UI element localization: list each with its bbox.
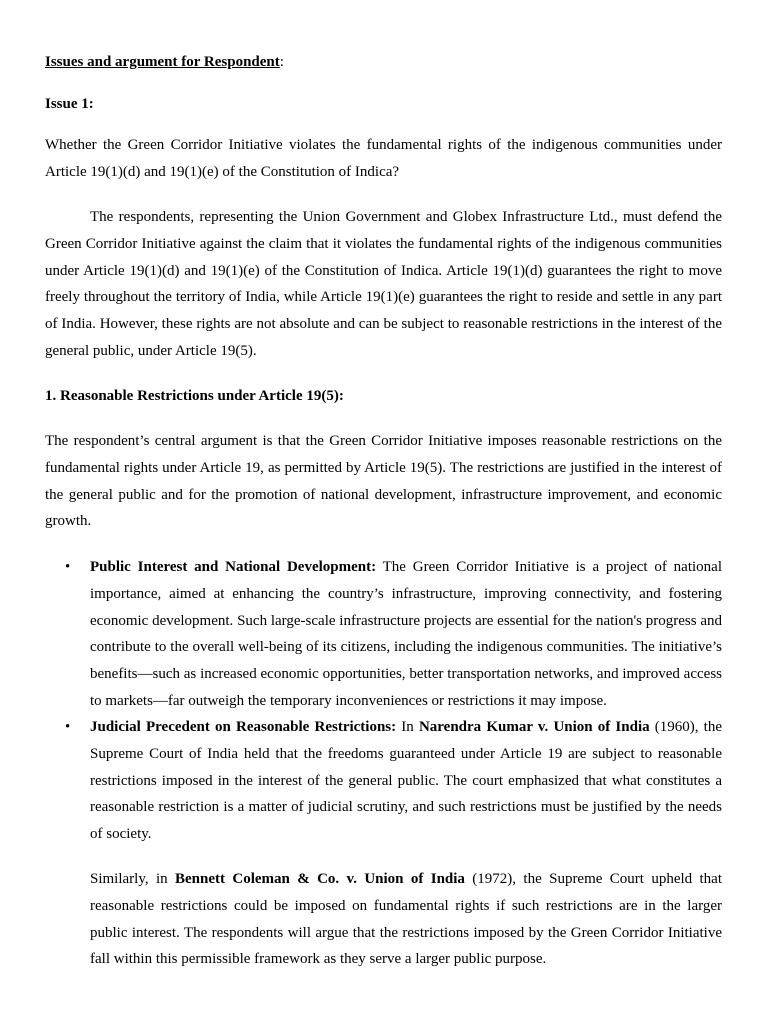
bullet-marker: • — [65, 719, 71, 735]
list-item-text — [90, 554, 722, 715]
bullet-body: The Green Corridor Initiative is a project of national importance, aimed at enhancing the country’s infrastructure, improving connectivity, and fostering economic development. Such large-scale infrastructure projects are essential for the nation's progress and contribute to the overall well-being of its citizens, including the indigenous communities. The initiative’s benefits—such as increased economic opportunities, better transportation networks, and improved access to markets—far outweigh the temporary inconveniences or restrictions it may impose. — [90, 559, 722, 709]
case-name: Bennett Coleman & Co. v. Union of India — [175, 871, 465, 887]
bullet-bold-lead: Public Interest and National Development: — [90, 559, 377, 575]
subsection-heading: 1. Reasonable Restrictions under Article 19(5): — [45, 388, 344, 404]
bullet-body-after-case: (1960), the Supreme Court of India held that the freedoms guaranteed under Article 19 are subject to reasonable restrictions imposed in the interest of the general public. The court emphasized that what constitutes a reasonable restriction is a matter of judicial scrutiny, and such restrictions must be justified by the needs of society. — [90, 719, 722, 843]
list-item-text — [90, 714, 722, 848]
intro-paragraph: The respondents, representing the Union Government and Globex Infrastructure Ltd., must defend the Green Corridor Initiative against the claim that it violates the fundamental rights of the indigenous communities under Article 19(1)(d) and 19(1)(e) of the Constitution of Indica. Article 19(1)(d) guarantees the right to move freely throughout the territory of India, while Article 19(1)(e) guarantees the right to reside and settle in any part of India. However, these rights are not absolute and can be subject to reasonable restrictions in the interest of the general public, under Article 19(5). — [45, 209, 722, 359]
case-name: Narendra Kumar v. Union of India — [418, 719, 650, 735]
section-heading — [45, 52, 722, 72]
similarly-before-case: Similarly, in — [90, 871, 176, 887]
heading-colon: : — [279, 54, 284, 70]
issue-label: Issue 1: — [45, 96, 94, 112]
bullet-marker: • — [65, 559, 71, 575]
bullet-bold-lead: Judicial Precedent on Reasonable Restrictions: — [90, 719, 397, 735]
section-paragraph: The respondent’s central argument is that the Green Corridor Initiative imposes reasonable restrictions on the fundamental rights under Article 19, as permitted by Article 19(5). The restrictions are justified in the interest of the general public and for the promotion of national development, infrastructure improvement, and economic growth. — [45, 433, 722, 530]
issue-question: Whether the Green Corridor Initiative violates the fundamental rights of the indigenous communities under Article 19(1)(d) and 19(1)(e) of the Constitution of Indica? — [45, 137, 722, 180]
bullet-body-before-case: In — [396, 719, 419, 735]
heading-title: Issues and argument for Respondent — [45, 54, 280, 70]
similarly-paragraph — [90, 866, 722, 973]
similarly-after-case: (1972), the Supreme Court upheld that reasonable restrictions could be imposed on fundamental rights if such restrictions are in the larger public interest. The respondents will argue that the restrictions imposed by the Green Corridor Initiative fall within this permissible framework as they serve a larger public purpose. — [90, 871, 723, 968]
